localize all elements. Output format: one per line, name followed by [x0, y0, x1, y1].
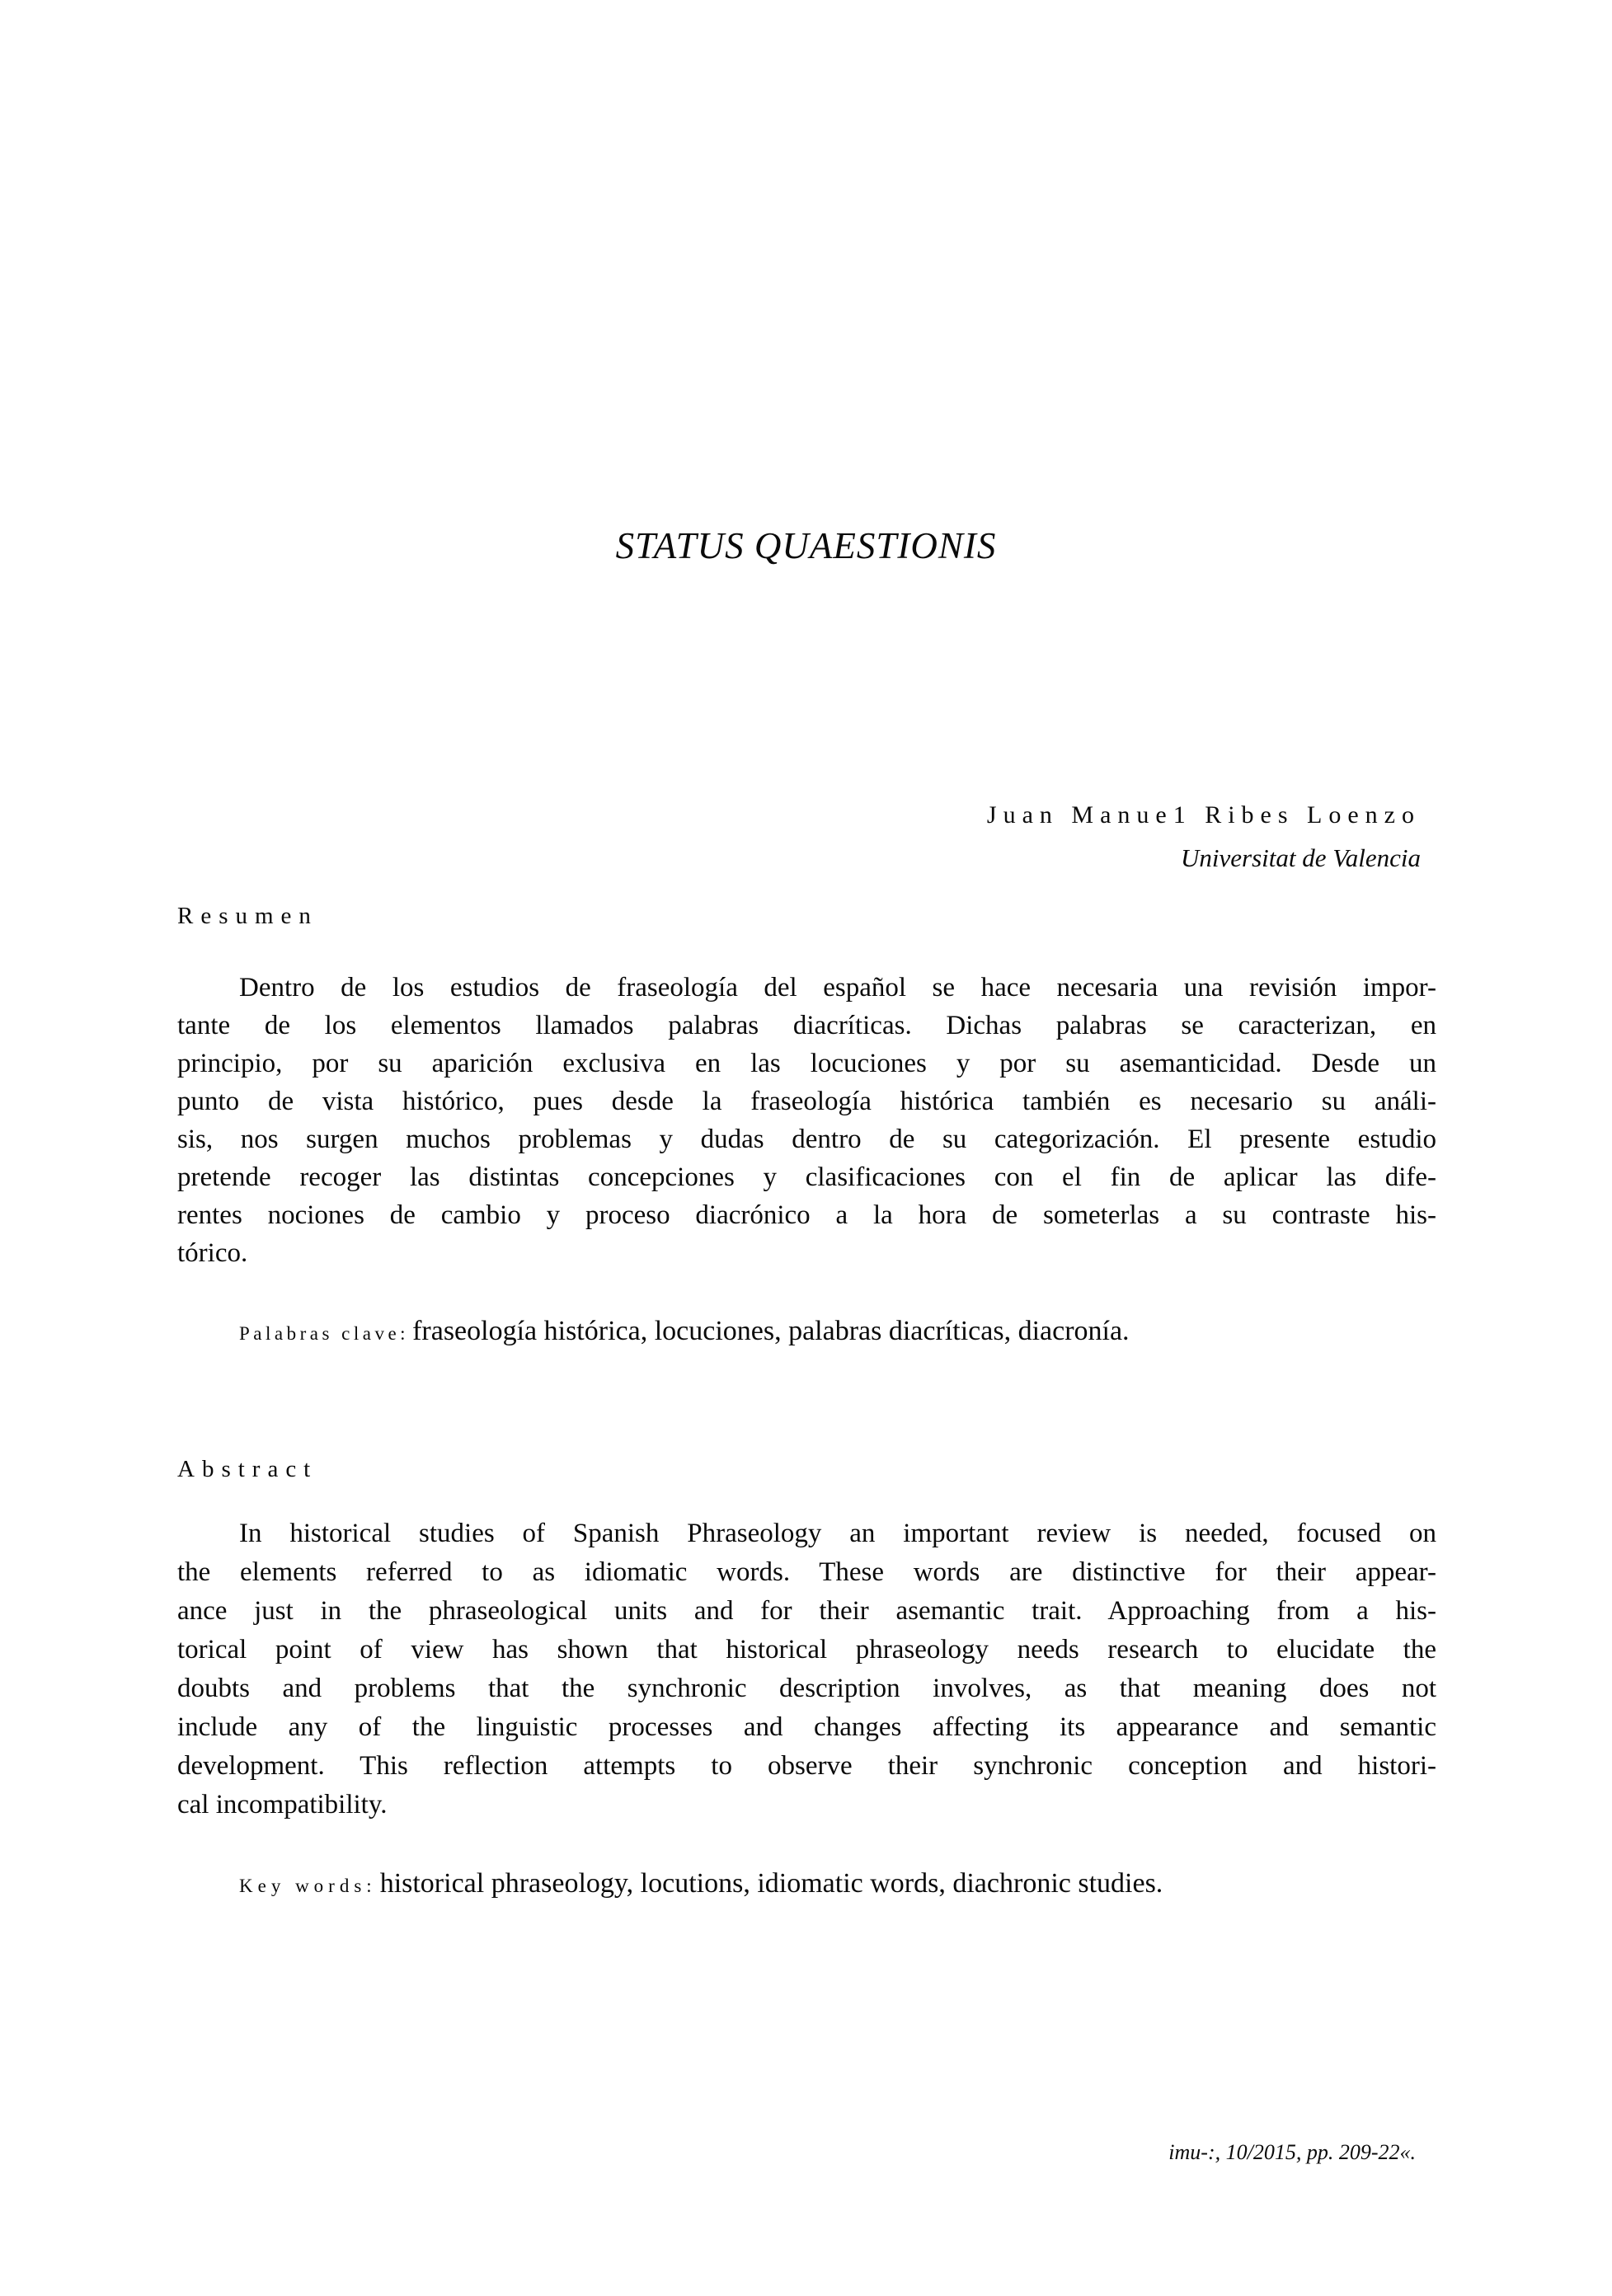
paper-title: STATUS QUAESTIONIS	[615, 525, 997, 566]
paragraph-line: cal incompatibility.	[177, 1790, 388, 1819]
abstract-heading: Abstract	[177, 1456, 318, 1482]
paragraph-line: Dentro de los estudios de fraseología del español se hace necesaria una revisión impor-	[239, 973, 1436, 1002]
paragraph-line: tante de los elementos llamados palabras diacríticas. Dichas palabras se caracterizan, en	[177, 1011, 1436, 1040]
paragraph-line: pretende recoger las distintas concepciones y clasificaciones con el fin de aplicar las dife-	[177, 1162, 1436, 1192]
author-block	[987, 795, 1421, 880]
resumen-keywords-text: fraseología histórica, locuciones, palabras diacríticas, diacronía.	[412, 1316, 1130, 1346]
resumen-heading: Resumen	[177, 903, 318, 929]
author-affiliation: Universitat de Valencia	[1181, 843, 1421, 872]
paragraph-line: sis, nos surgen muchos problemas y dudas dentro de su categorización. El presente estudio	[177, 1125, 1436, 1154]
paragraph-line: doubts and problems that the synchronic description involves, as that meaning does not	[177, 1674, 1436, 1703]
paragraph-line: ance just in the phraseological units and for their asemantic trait. Approaching from a his-	[177, 1596, 1436, 1626]
journal-footer: imu-:, 10/2015, pp. 209-22«.	[1168, 2140, 1416, 2164]
paragraph-line: torical point of view has shown that historical phraseology needs research to elucidate the	[177, 1635, 1436, 1664]
paragraph-line: punto de vista histórico, pues desde la fraseología histórica también es necesario su análi-	[177, 1087, 1436, 1116]
author-name: Juan Manue1 Ribes Loenzo	[986, 801, 1421, 829]
paragraph-line: development. This reflection attempts to observe their synchronic conception and histori-	[177, 1751, 1436, 1781]
resumen-paragraph	[177, 969, 1436, 1272]
resumen-keywords-row	[177, 1312, 1436, 1355]
abstract-paragraph	[177, 1514, 1436, 1824]
abstract-keywords-row	[177, 1865, 1436, 1908]
paragraph-line: tórico.	[177, 1238, 248, 1268]
paragraph-line: include any of the linguistic processes and changes affecting its appearance and semantic	[177, 1712, 1436, 1742]
paragraph-line: rentes nociones de cambio y proceso diacrónico a la hora de someterlas a su contraste his-	[177, 1200, 1436, 1230]
paragraph-line: principio, por su aparición exclusiva en las locuciones y por su asemanticidad. Desde un	[177, 1049, 1436, 1078]
abstract-keywords-text: historical phraseology, locutions, idiomatic words, diachronic studies.	[379, 1868, 1163, 1899]
paragraph-line: the elements referred to as idiomatic words. These words are distinctive for their appear-	[177, 1557, 1436, 1587]
abstract-keywords-label: Key words:	[239, 1876, 377, 1896]
paragraph-line: In historical studies of Spanish Phraseology an important review is needed, focused on	[239, 1519, 1436, 1548]
resumen-keywords-label: Palabras clave:	[239, 1323, 410, 1344]
